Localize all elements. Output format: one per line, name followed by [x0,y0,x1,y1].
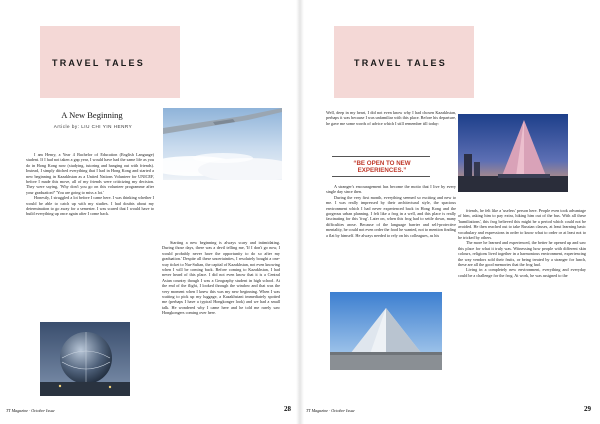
right-column-1-bottom [326,184,456,238]
pull-quote: “BE OPEN TO NEW EXPERIENCES.” [353,160,411,174]
paragraph: I am Henry, a Year 4 Bachelor of Education (English Language) student. If I had not taken a gap year, I would have had the same life as you do in Hong Kong now (studying, tutoring and hanging out with friends). Instead, I simply ditched everything that I had in Hong Kong and started a new beginning in Kazakhstan as a United Nations Volunteer for UNICEF, before I made this move, all of my friends were criticizing my decision. They were saying, 'Why don't you go on this volunteer programme after your graduation?' 'You are going to miss a lot.' [26,152,154,195]
pyramid-photo [330,292,442,370]
book-gutter [296,0,304,424]
paragraph: Living in a completely new environment, everything and everyday could be a challenge for the frog. At work, he was assigned to the [458,267,586,278]
tent-centre-photo [458,114,568,192]
right-page [300,0,600,424]
paragraph: During the very first month, everything seemed so exciting and new to me. I was really impressed by their architectural style, the spacious environment which I had never experienced back in Hong Kong and the gorgeous urban planning. I felt like a frog in a well, and this place is really fascinating for this 'frog'. Later on, when this frog had to settle down, many difficulties arose. Because of the language barrier and self-protective mentality, he could not even order the food he wanted, not to mention finding a flat by himself. He always needed to rely on his colleagues, as his [326,194,456,238]
left-column-1 [26,152,154,217]
paragraph: A stranger's encouragement has become the motto that I live by every single day since then. [326,184,456,195]
magazine-title: TRAVEL TALES [52,58,145,68]
right-column-2 [458,208,586,278]
paragraph: Honestly, I struggled a lot before I came here. I was thinking whether I would be able to catch up with my studies. I had doubts about my determination to go away for a semester. I was scared that I would have to build everything up once again after I come back. [26,195,154,217]
right-footer: TT Magazine · October Issue [306,408,355,413]
magazine-title: TRAVEL TALES [354,58,447,68]
left-page-number: 28 [284,405,291,413]
article-byline: Article by: LIU CHI YIN HENRY [53,124,133,129]
globe-pavilion-photo [40,322,130,396]
right-column-1-top: Well, deep in my heart, I did not even know why I had chosen Kazakhstan, perhaps it was because I was unfamiliar with this place. Before his departure, he gave me some words of advice which I still remember till today: [326,110,456,126]
airplane-photo [163,108,282,180]
paragraph: friends, he felt like a 'useless' person here. People even took advantage of him, asking him to pay extra, hiking him out of the bus. With all these 'humiliations', this frog believed this might be a period which could not be avoided. He then reached out to take Russian classes, at least learning basic vocabulary and expressions in order to know what to order or at least not to be tricked by others. [458,208,586,241]
paragraph: The more he learned and experienced, the better he opened up and saw this place for what it truly was. Witnessing how people with different skin colours, religions lived together in a harmonious environment, experiencing the way vendors sold their fruits, or being treated by a stranger for lunch, these are all the good memories that the frog had. [458,240,586,268]
paragraph: Starting a new beginning is always scary and intimidating. During those days, there was a devil telling me, 'If I don't go now, I would probably never have the opportunity to do so after my graduation.' Despite all these uncertainties, I resolutely bought a one-way ticket to Nur-Sultan, the capital of Kazakhstan, not even knowing when I will be coming back. Before coming to Kazakhstan, I had never heard of this place. I did not even know that it is a Central Asian country though I was a Geography student in high school. At the end of the flight, I looked through the window and that was the very moment when I knew this was my new beginning. When I was waiting to pick up my luggage, a Kazakhstani immediately spotted me (perhaps I have a typical Hongkonger look) and we had a small talk. He wondered why I came here and he told me rarely saw Hongkongers coming over here. [162,240,280,316]
quote-rule-bottom [332,176,430,177]
left-footer: TT Magazine · October Issue [6,408,55,413]
right-page-number: 29 [584,405,591,413]
left-column-2 [162,240,280,316]
article-headline: A New Beginning [61,110,123,120]
quote-rule-top [332,156,430,157]
